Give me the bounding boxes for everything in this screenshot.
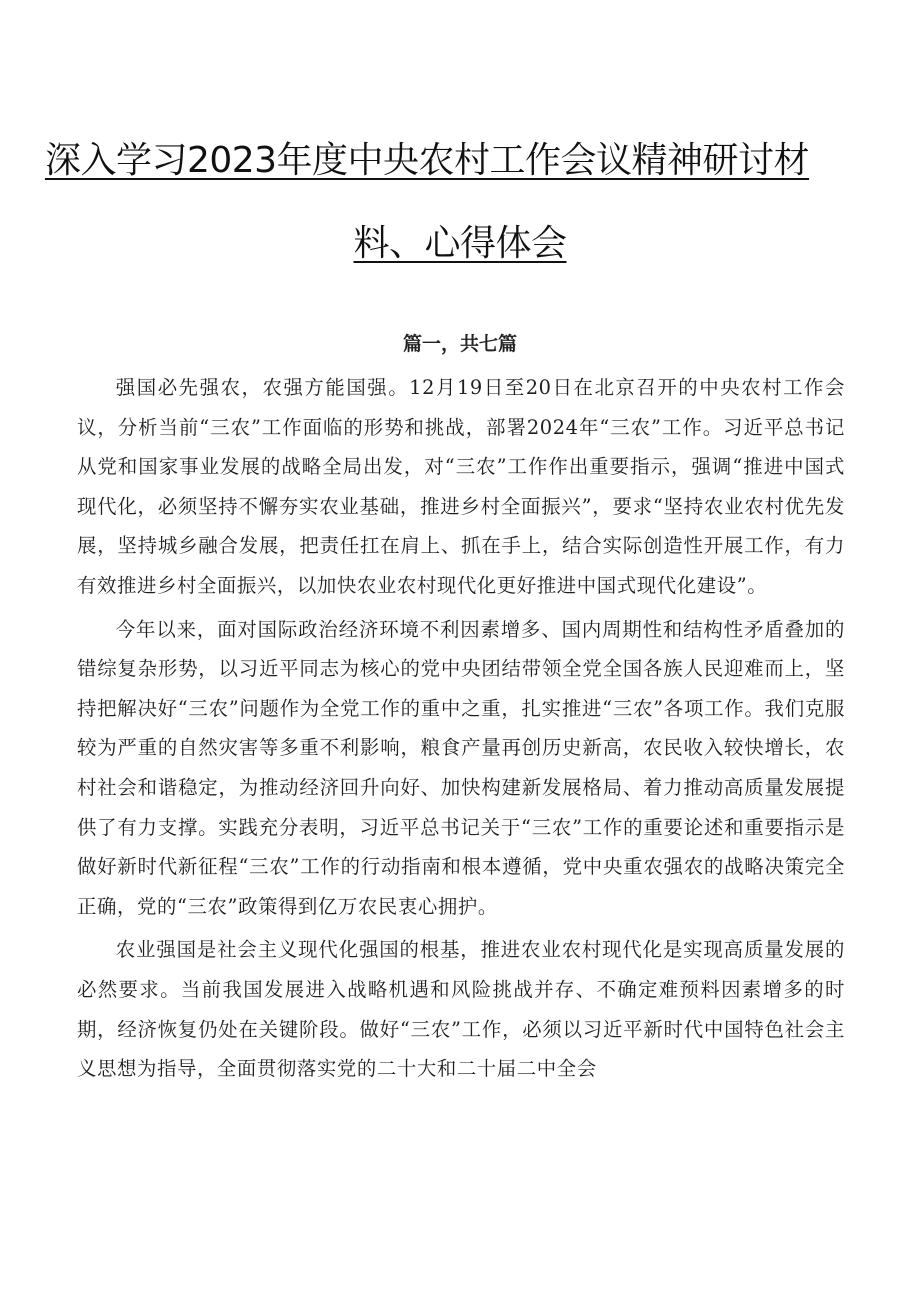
paragraph-3: 农业强国是社会主义现代化强国的根基，推进农业农村现代化是实现高质量发展的必然要求。当前我国发展进入战略机遇和风险挑战并存、不确定难预料因素增多的时期，经济恢复仍处在关键阶段。做好“三农”工作，必须以习近平新时代中国特色社会主义思想为指导，全面贯彻落实党的二十大和二十届二中全会	[77, 938, 845, 1081]
body-text	[77, 368, 845, 1093]
paragraph-2: 今年以来，面对国际政治经济环境不利因素增多、国内周期性和结构性矛盾叠加的错综复杂形势，以习近平同志为核心的党中央团结带领全党全国各族人民迎难而上，坚持把解决好“三农”问题作为全党工作的重中之重，扎实推进“三农”各项工作。我们克服较为严重的自然灾害等多重不利影响，粮食产量再创历史新高，农民收入较快增长，农村社会和谐稳定，为推动经济回升向好、加快构建新发展格局、着力推动高质量发展提供了有力支撑。实践充分表明，习近平总书记关于“三农”工作的重要论述和重要指示是做好新时代新征程“三农”工作的行动指南和根本遵循，党中央重农强农的战略决策完全正确，党的“三农”政策得到亿万农民衷心拥护。	[77, 617, 845, 918]
paragraph-1: 强国必先强农，农强方能国强。12月19日至20日在北京召开的中央农村工作会议，分析当前“三农”工作面临的形势和挑战，部署2024年“三农”工作。习近平总书记从党和国家事业发展的战略全局出发，对“三农”工作作出重要指示，强调“推进中国式现代化，必须坚持不懈夯实农业基础，推进乡村全面振兴”，要求“坚持农业农村优先发展，坚持城乡融合发展，把责任扛在肩上、抓在手上，结合实际创造性开展工作，有力有效推进乡村全面振兴，以加快农业农村现代化更好推进中国式现代化建设”。	[77, 376, 845, 597]
document-title-line-2: 料、心得体会	[353, 223, 567, 264]
section-heading: 篇一，共七篇	[402, 333, 517, 355]
document-title-line-1: 深入学习2023年度中央农村工作会议精神研讨材	[44, 140, 810, 181]
